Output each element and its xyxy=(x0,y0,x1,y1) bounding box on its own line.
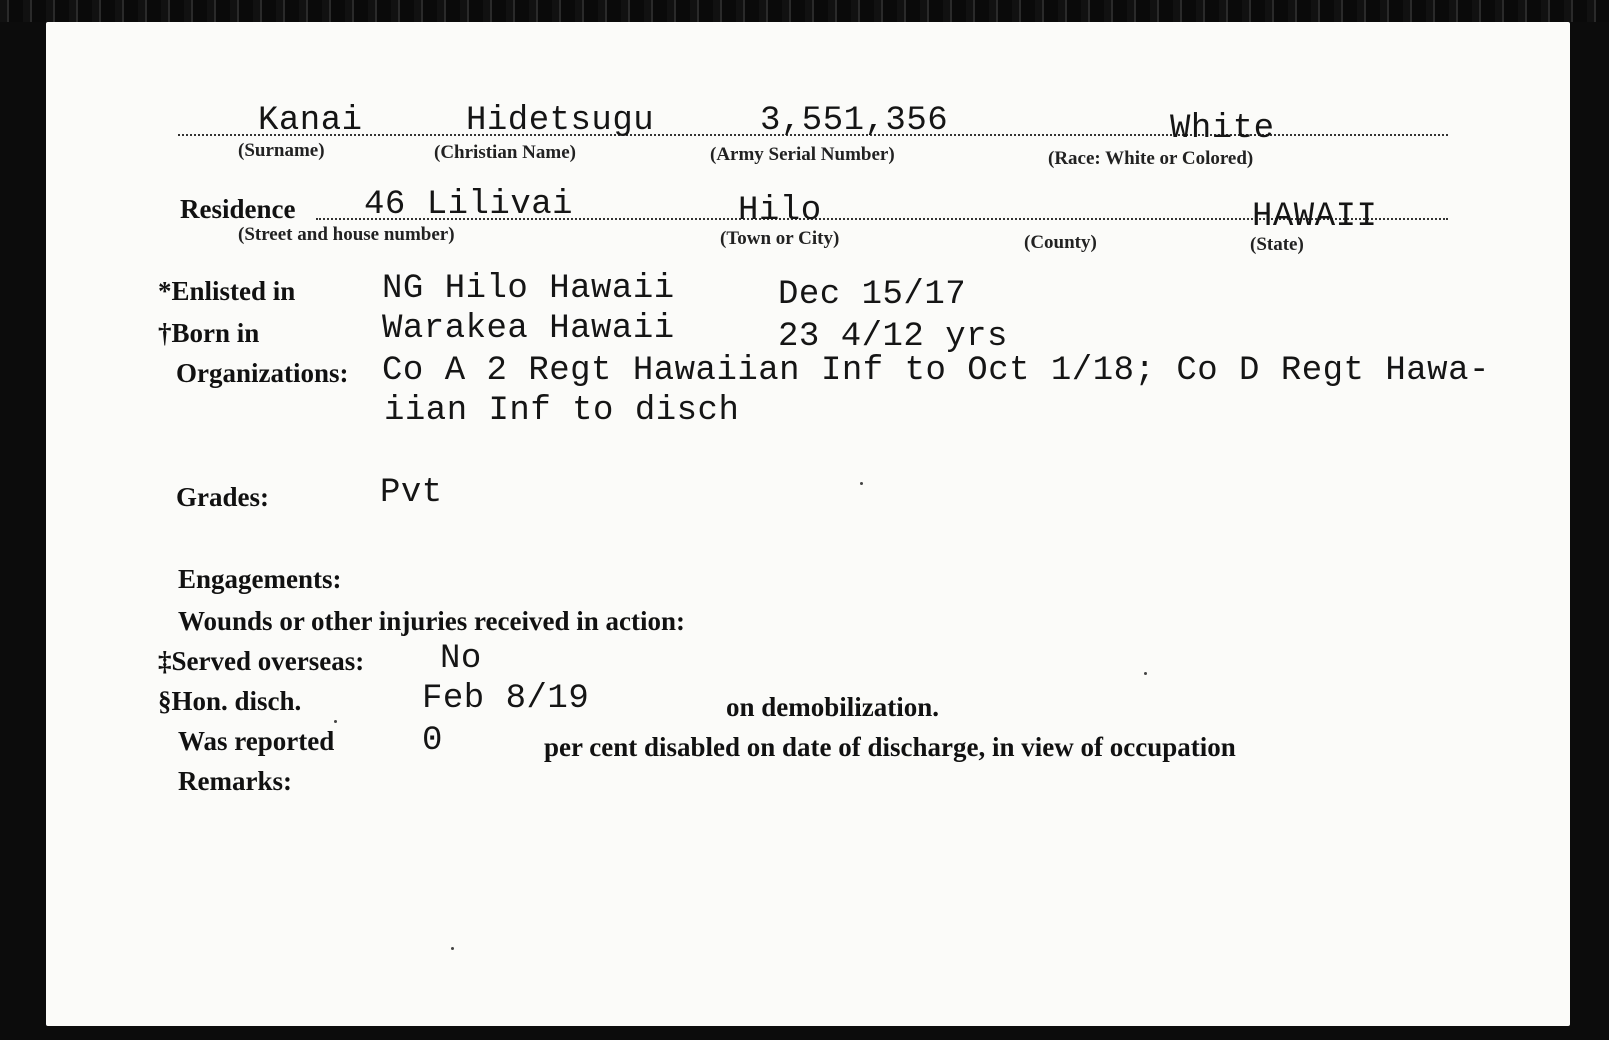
grades-label: Grades: xyxy=(176,482,269,512)
race-value: White xyxy=(1170,110,1275,148)
christian-name-value: Hidetsugu xyxy=(466,102,655,140)
was-reported-label: Was reported xyxy=(178,726,335,756)
born-label: †Born in xyxy=(158,318,260,348)
state-caption: (State) xyxy=(1250,234,1304,255)
discharge-date-value: Feb 8/19 xyxy=(422,680,590,718)
born-place-value: Warakea Hawaii xyxy=(382,310,675,348)
wounds-label: Wounds or other injuries received in action: xyxy=(178,606,686,636)
scan-speck xyxy=(451,947,454,950)
served-overseas-value: No xyxy=(440,640,482,678)
serial-number-caption: (Army Serial Number) xyxy=(710,144,895,165)
scan-speck xyxy=(1144,672,1147,675)
residence-state-value: HAWAII xyxy=(1252,198,1378,236)
organizations-line-1: Co A 2 Regt Hawaiian Inf to Oct 1/18; Co D Regt Hawa- xyxy=(382,352,1490,390)
enlisted-date-value: Dec 15/17 xyxy=(778,276,967,314)
scan-border-top xyxy=(0,0,1609,22)
organizations-label: Organizations: xyxy=(176,358,349,388)
disability-statement-text: per cent disabled on date of discharge, in view of occupation xyxy=(544,732,1236,762)
honorable-discharge-label: §Hon. disch. xyxy=(158,686,302,716)
surname-value: Kanai xyxy=(258,102,363,140)
born-age-value: 23 4/12 yrs xyxy=(778,318,1008,356)
enlisted-place-value: NG Hilo Hawaii xyxy=(382,270,675,308)
serial-number-value: 3,551,356 xyxy=(760,102,949,140)
organizations-line-2: iian Inf to disch xyxy=(384,392,740,430)
scan-speck xyxy=(860,482,863,485)
remarks-label: Remarks: xyxy=(178,766,292,796)
residence-label: Residence xyxy=(180,194,296,224)
county-caption: (County) xyxy=(1024,232,1097,253)
town-caption: (Town or City) xyxy=(720,228,840,249)
scan-speck xyxy=(334,720,337,723)
residence-street-value: 46 Lilivai xyxy=(364,186,574,224)
served-overseas-label: ‡Served overseas: xyxy=(158,646,365,676)
service-record-card xyxy=(46,22,1570,1026)
street-caption: (Street and house number) xyxy=(238,224,455,245)
enlisted-label: *Enlisted in xyxy=(158,276,296,306)
disability-percent-value: 0 xyxy=(422,722,443,760)
grades-value: Pvt xyxy=(380,474,443,512)
christian-name-caption: (Christian Name) xyxy=(434,142,576,163)
demobilization-text: on demobilization. xyxy=(726,692,940,722)
engagements-label: Engagements: xyxy=(178,564,342,594)
race-caption: (Race: White or Colored) xyxy=(1048,148,1254,169)
surname-caption: (Surname) xyxy=(238,140,325,161)
residence-town-value: Hilo xyxy=(738,192,822,230)
